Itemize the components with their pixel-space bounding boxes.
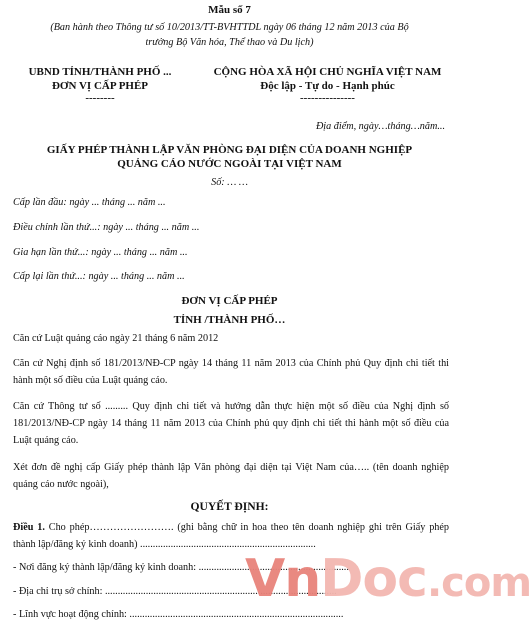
issue-line-first: Cấp lần đầu: ngày ... tháng ... năm ... <box>13 197 166 208</box>
left-heading-line1: UBND TỈNH/THÀNH PHỐ ... <box>28 66 172 78</box>
form-number: Mẫu số 7 <box>208 4 251 16</box>
right-heading-dashes: --------------- <box>300 92 355 104</box>
basis-circular: Căn cứ Thông tư số ......... Quy định chi tiết và hướng dẫn thực hiện một số điều của Nghị định số 181/2013/NĐ-CP ngày 14 tháng 11 năm 2013 của Chính phủ quy định chi tiết thi hành một số điều của Luật quảng cáo. <box>13 401 449 446</box>
basis-law: Căn cứ Luật quảng cáo ngày 21 tháng 6 năm 2012 <box>13 333 219 344</box>
issue-line-extended: Gia hạn lần thứ...: ngày ... tháng ... năm ... <box>13 247 188 258</box>
basis-application: Xét đơn đề nghị cấp Giấy phép thành lập Văn phòng đại diện tại Việt Nam của….. (tên doanh nghiệp quảng cáo nước ngoài), <box>13 462 449 490</box>
article-1-text: Cho phép……………………. (ghi bằng chữ in hoa theo tên doanh nghiệp ghi trên Giấy phép thành lập/đăng ký kinh doanh) ..................................................................... <box>13 522 450 550</box>
basis-decree: Căn cứ Nghị định số 181/2013/NĐ-CP ngày 14 tháng 11 năm 2013 của Chính phủ Quy định chi tiết thi hành một số điều của Luật quảng cáo. <box>13 358 449 386</box>
issued-note-line1: (Ban hành theo Thông tư số 10/2013/TT-BVHTTDL ngày 06 tháng 12 năm 2013 của Bộ <box>50 22 409 33</box>
left-heading-line2: ĐƠN VỊ CẤP PHÉP <box>51 80 149 92</box>
watermark-part-doc: Doc <box>320 549 427 609</box>
right-heading-line1: CỘNG HÒA XÃ HỘI CHỦ NGHĨA VIỆT NAM <box>213 66 442 78</box>
title-line2: QUẢNG CÁO NƯỚC NGOÀI TẠI VIỆT NAM <box>117 158 342 170</box>
left-heading-dashes: -------- <box>85 92 115 104</box>
title-line1: GIẤY PHÉP THÀNH LẬP VĂN PHÒNG ĐẠI DIỆN CỦA DOANH NGHIỆP <box>46 144 413 156</box>
license-number: Số: … … <box>211 177 248 188</box>
decision-heading: QUYẾT ĐỊNH: <box>190 500 269 513</box>
issue-line-adjusted: Điều chỉnh lần thứ...: ngày ... tháng ... năm ... <box>13 222 200 233</box>
field-main-business: - Lĩnh vực hoạt động chính: .................................................................................... <box>13 609 344 620</box>
right-heading-line2: Độc lập - Tự do - Hạnh phúc <box>260 80 395 92</box>
authority-line1: ĐƠN VỊ CẤP PHÉP <box>181 295 278 307</box>
watermark-part-com: .com <box>426 560 531 606</box>
vndoc-watermark-logo <box>245 548 531 610</box>
issued-note-line2: trưởng Bộ Văn hóa, Thể thao và Du lịch) <box>145 37 314 48</box>
authority-line2: TỈNH /THÀNH PHỐ… <box>173 314 286 326</box>
field-head-office: - Địa chỉ trụ sở chính: ........................................................................................... <box>13 586 337 597</box>
field-registration-place: - Nơi đăng ký thành lập/đăng ký kinh doanh: ........................................................... <box>13 562 349 573</box>
article-1-label: Điều 1. <box>13 522 45 533</box>
place-date: Địa điểm, ngày…tháng…năm... <box>315 121 445 132</box>
issue-line-reissued: Cấp lại lần thứ...: ngày ... tháng ... năm ... <box>13 271 185 282</box>
watermark-part-vn: Vn <box>245 549 321 609</box>
